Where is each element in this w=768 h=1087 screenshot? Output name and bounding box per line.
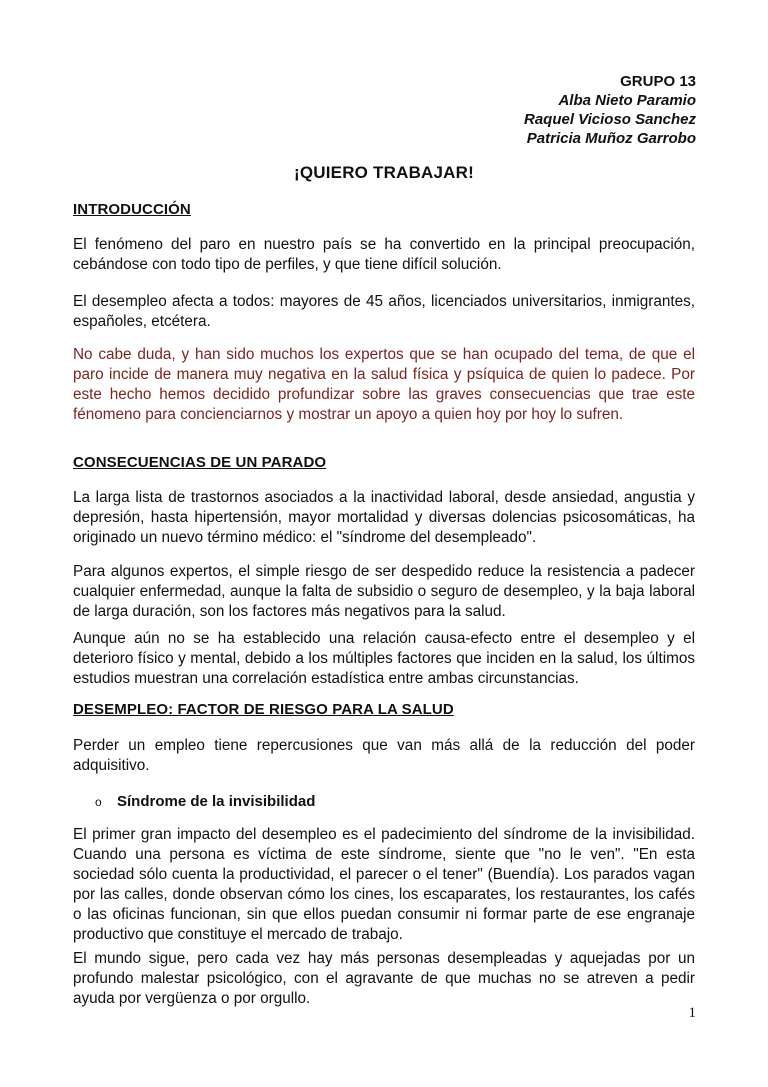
bullet-label: Síndrome de la invisibilidad bbox=[117, 793, 316, 810]
paragraph: La larga lista de trastornos asociados a la inactividad laboral, desde ansiedad, angustia y depresión, hasta hipertensión, mayor mortalidad y diversas dolencias psicosomáticas, ha originado un nuevo término médico: el "síndrome del desempleado". bbox=[73, 489, 695, 546]
paragraph: Perder un empleo tiene repercusiones que van más allá de la reducción del poder adquisitivo. bbox=[73, 737, 695, 774]
bullet-item bbox=[95, 793, 315, 810]
highlighted-paragraph: No cabe duda, y han sido muchos los expertos que se han ocupado del tema, de que el paro incide de manera muy negativa en la salud física y psíquica de quien lo padece. Por este hecho hemos decidido profundizar sobre las graves consecuencias que trae este fénomeno para concienciarnos y mostrar un apoyo a quien hoy por hoy lo sufren. bbox=[73, 346, 695, 423]
paragraph: Para algunos expertos, el simple riesgo de ser despedido reduce la resistencia a padecer cualquier enfermedad, aunque la falta de subsidio o seguro de desempleo, y la baja laboral de larga duración, son los factores más negativos para la salud. bbox=[73, 563, 695, 620]
paragraph: El primer gran impacto del desempleo es el padecimiento del síndrome de la invisibilidad. Cuando una persona es víctima de este síndrome, siente que "no le ven". "En esta sociedad sólo cuenta la productividad, el parecer o el tener" (Buendía). Los parados vagan por las calles, donde observan cómo los cines, los escaparates, los restaurantes, los cafés o las oficinas funcionan, sin que ellos puedan consumir ni formar parte de ese engranaje productivo que constituye el mercado de trabajo. bbox=[73, 826, 695, 943]
paragraph: El desempleo afecta a todos: mayores de 45 años, licenciados universitarios, inmigrantes, españoles, etcétera. bbox=[73, 293, 695, 330]
group-label: GRUPO 13 bbox=[620, 73, 696, 90]
paragraph: Aunque aún no se ha establecido una relación causa-efecto entre el desempleo y el deterioro físico y mental, debido a los múltiples factores que inciden en la salud, los últimos estudios muestran una correlación estadística entre ambas circunstancias. bbox=[73, 630, 695, 687]
section-heading-desempleo: DESEMPLEO: FACTOR DE RIESGO PARA LA SALUD bbox=[73, 701, 454, 718]
bullet-circle-icon: o bbox=[95, 795, 102, 809]
author-name: Raquel Vicioso Sanchez bbox=[524, 111, 696, 128]
author-name: Patricia Muñoz Garrobo bbox=[526, 130, 696, 147]
section-heading-consecuencias: CONSECUENCIAS DE UN PARADO bbox=[73, 454, 327, 471]
paragraph: El fenómeno del paro en nuestro país se ha convertido en la principal preocupación, cebándose con todo tipo de perfiles, y que tiene difícil solución. bbox=[73, 236, 695, 273]
author-block bbox=[524, 72, 696, 148]
document-title: ¡QUIERO TRABAJAR! bbox=[293, 163, 474, 182]
page-number: 1 bbox=[688, 1005, 696, 1021]
paragraph: El mundo sigue, pero cada vez hay más personas desempleadas y aquejadas por un profundo malestar psicológico, con el agravante de que muchas no se atreven a pedir ayuda por vergüenza o por orgullo. bbox=[73, 950, 695, 1007]
section-heading-introduccion: INTRODUCCIÓN bbox=[73, 201, 191, 218]
author-name: Alba Nieto Paramio bbox=[558, 92, 696, 109]
